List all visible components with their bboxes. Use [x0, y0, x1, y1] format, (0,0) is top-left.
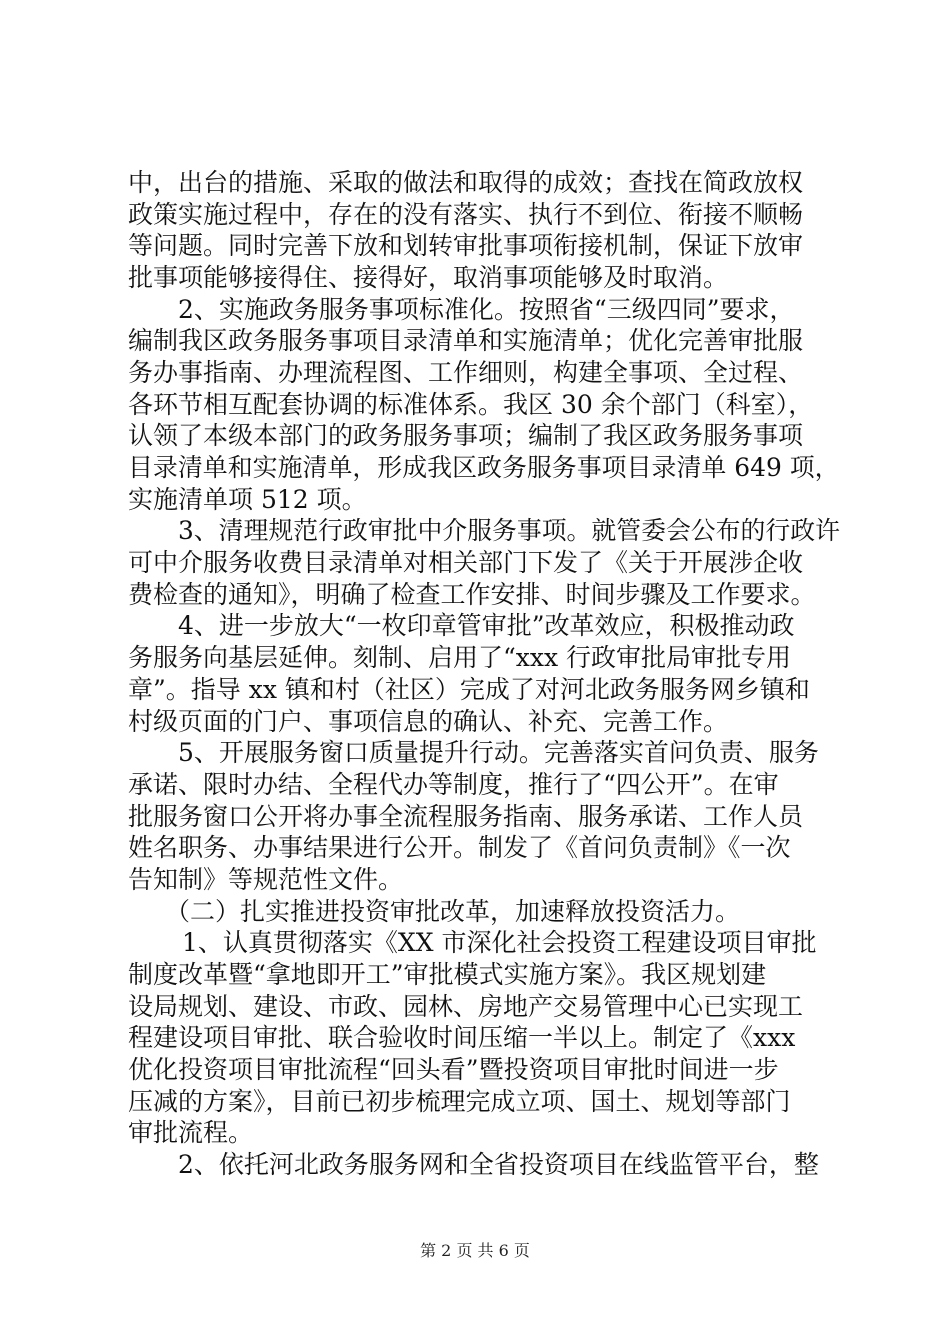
text-line: 中，出台的措施、采取的做法和取得的成效；查找在简政放权 [128, 168, 804, 197]
text-line: 程建设项目审批、联合验收时间压缩一半以上。制定了《xxx [128, 1023, 796, 1052]
text-line: 编制我区政务服务事项目录清单和实施清单；优化完善审批服 [128, 326, 804, 355]
text-line: 务服务向基层延伸。刻制、启用了“xxx 行政审批局审批专用 [128, 643, 792, 672]
text-line: 认领了本级本部门的政务服务事项；编制了我区政务服务事项 [128, 421, 804, 450]
text-line: 承诺、限时办结、全程代办等制度，推行了“四公开”。在审 [128, 770, 779, 799]
section-heading: （二）扎实推进投资审批改革，加速释放投资活力。 [165, 897, 741, 926]
text-line: 政策实施过程中，存在的没有落实、执行不到位、衔接不顺畅 [128, 200, 804, 229]
text-line: 优化投资项目审批流程“回头看”暨投资项目审批时间进一步 [128, 1055, 779, 1084]
text-line: 压减的方案》，目前已初步梳理完成立项、国土、规划等部门 [128, 1087, 791, 1116]
text-line: 1、认真贯彻落实《XX 市深化社会投资工程建设项目审批 [182, 928, 817, 957]
text-line: 2、实施政务服务事项标准化。按照省“三级四同”要求， [178, 295, 795, 324]
text-line: 村级页面的门户、事项信息的确认、补充、完善工作。 [128, 707, 729, 736]
text-line: 设局规划、建设、市政、园林、房地产交易管理中心已实现工 [128, 992, 804, 1021]
text-line: 各环节相互配套协调的标准体系。我区 30 余个部门（科室）， [128, 390, 814, 419]
text-line: 章”。指导 xx 镇和村（社区）完成了对河北政务服务网乡镇和 [128, 675, 810, 704]
text-line: 等问题。同时完善下放和划转审批事项衔接机制，保证下放审 [128, 231, 804, 260]
text-line: 批事项能够接得住、接得好，取消事项能够及时取消。 [128, 263, 729, 292]
text-line: 实施清单项 512 项。 [128, 485, 367, 514]
text-line: 制度改革暨“拿地即开工”审批模式实施方案》。我区规划建 [128, 960, 767, 989]
text-line: 务办事指南、办理流程图、工作细则，构建全事项、全过程、 [128, 358, 804, 387]
text-line: 5、开展服务窗口质量提升行动。完善落实首问负责、服务 [178, 738, 819, 767]
page-number-footer: 第 2 页 共 6 页 [420, 1241, 530, 1260]
text-line: 费检查的通知》，明确了检查工作安排、时间步骤及工作要求。 [128, 580, 816, 609]
text-line: 4、进一步放大“一枚印章管审批”改革效应，积极推动政 [178, 611, 795, 640]
text-line: 姓名职务、办事结果进行公开。制发了《首问负责制》《一次 [128, 833, 791, 862]
text-line: 3、清理规范行政审批中介服务事项。就管委会公布的行政许 [178, 516, 840, 545]
text-line: 可中介服务收费目录清单对相关部门下发了《关于开展涉企收 [128, 548, 804, 577]
text-line: 批服务窗口公开将办事全流程服务指南、服务承诺、工作人员 [128, 802, 804, 831]
text-line: 告知制》等规范性文件。 [128, 865, 404, 894]
text-line: 审批流程。 [128, 1118, 254, 1147]
text-line: 目录清单和实施清单，形成我区政务服务事项目录清单 649 项， [128, 453, 840, 482]
text-line: 2、依托河北政务服务网和全省投资项目在线监管平台，整 [178, 1150, 819, 1179]
